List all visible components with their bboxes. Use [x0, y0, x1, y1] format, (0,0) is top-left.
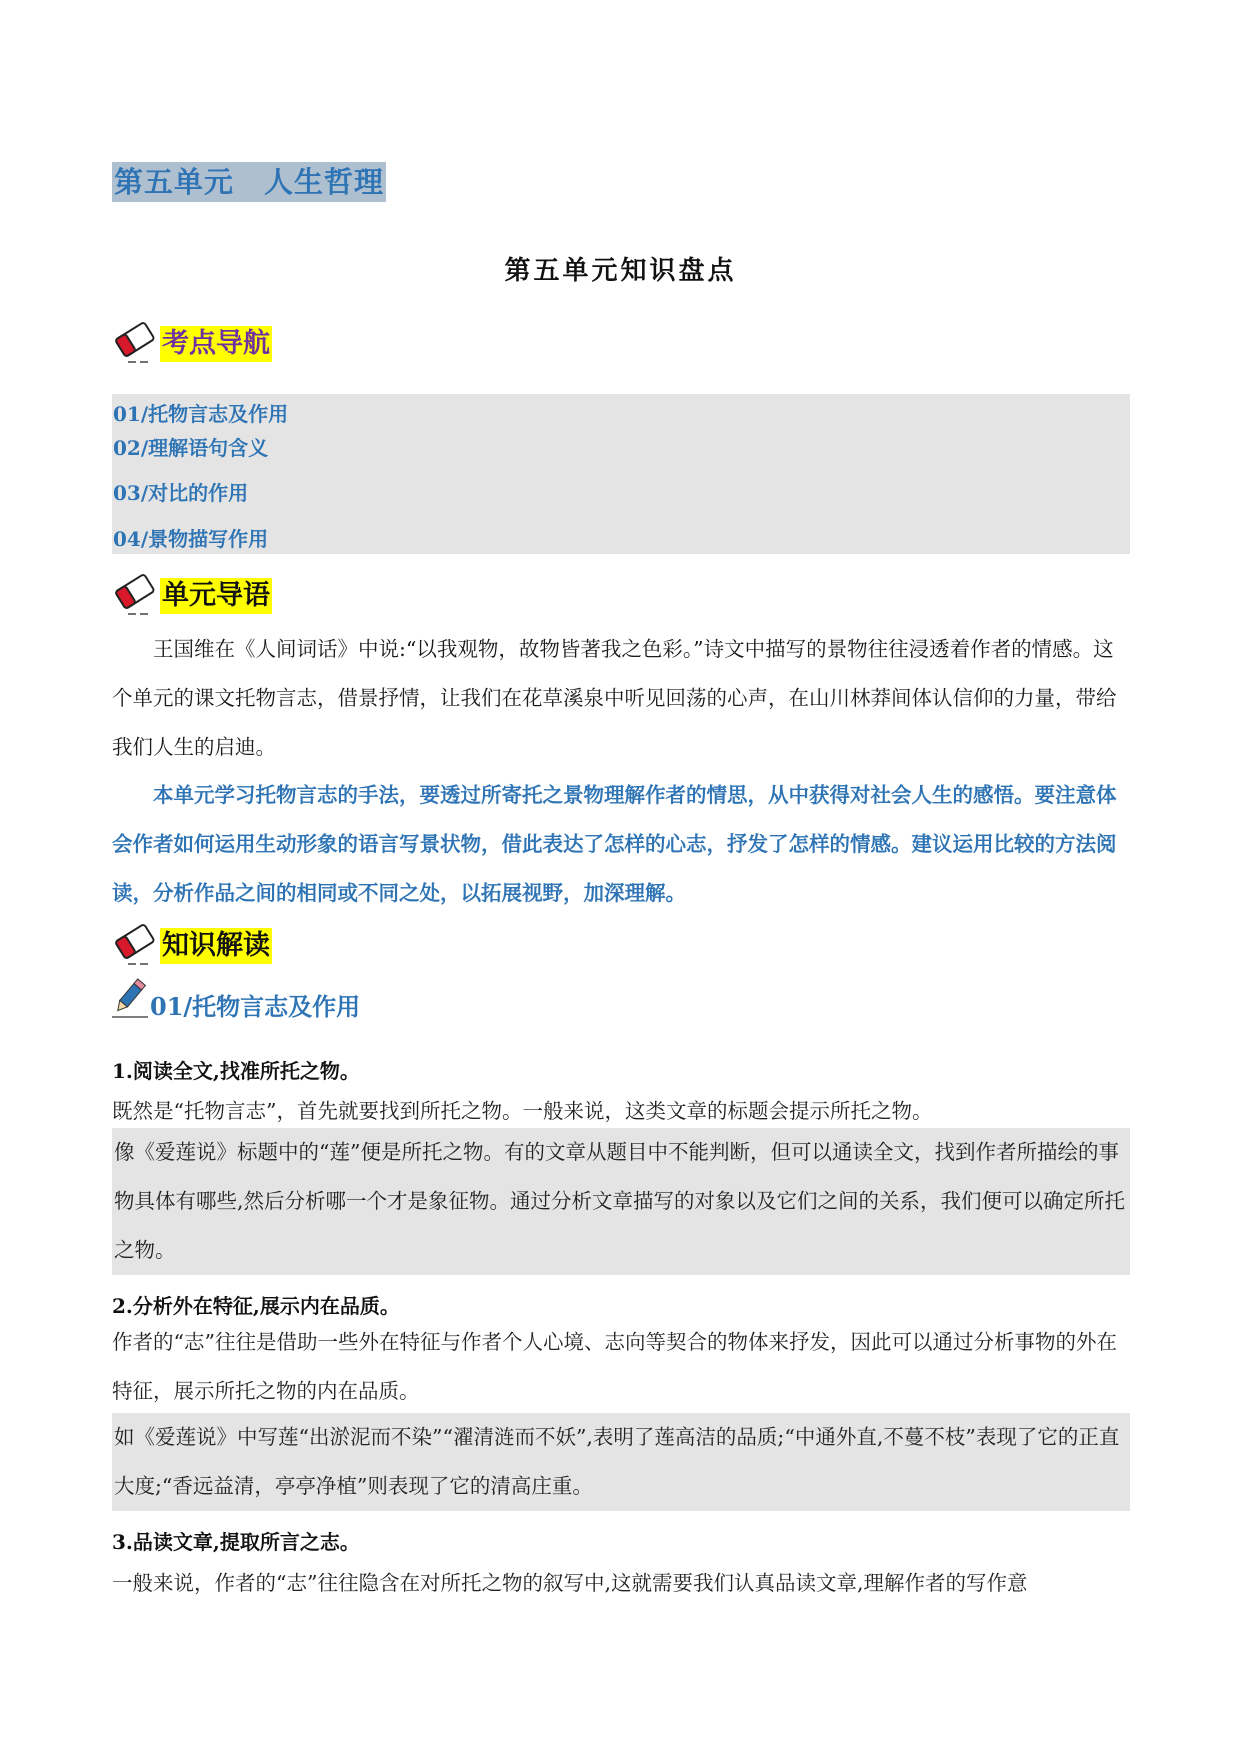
example-box [112, 1128, 1130, 1275]
subsection-header [112, 980, 360, 1022]
section-header-knowledge [112, 920, 272, 972]
section-label: 考点导航 [160, 326, 272, 362]
subsection-label: 01/托物言志及作用 [150, 992, 361, 1021]
item-title: 2.分析外在特征,展示内在品质。 [112, 1294, 400, 1318]
pencil-icon [112, 978, 148, 1022]
document-title: 第五单元知识盘点 [504, 256, 737, 286]
item-title: 3.品读文章,提取所言之志。 [112, 1530, 360, 1554]
nav-item: 03/对比的作用 [113, 481, 249, 505]
example-box [112, 1413, 1130, 1511]
section-header-unit-intro [112, 570, 272, 622]
item-text: 作者的“志”往往是借助一些外在特征与作者个人心境、志向等契合的物体来抒发，因此可以通过分析事物的外在特征，展示所托之物的内在品质。 [112, 1330, 1117, 1403]
item-text: 一般来说，作者的“志”往往隐含在对所托之物的叙写中,这就需要我们认真品读文章,理解作者的写作意 [112, 1571, 1028, 1595]
nav-item: 01/托物言志及作用 [113, 402, 289, 426]
eraser-icon [112, 318, 158, 370]
example-text: 像《爱莲说》标题中的“莲”便是所托之物。有的文章从题目中不能判断，但可以通读全文，找到作者所描绘的事物具体有哪些,然后分析哪一个才是象征物。通过分析文章描写的对象以及它们之间的关系，我们便可以确定所托之物。 [114, 1140, 1126, 1262]
intro-text-1: 王国维在《人间词话》中说:“以我观物，故物皆著我之色彩。”诗文中描写的景物往往浸透着作者的情感。这个单元的课文托物言志，借景抒情，让我们在花草溪泉中听见回荡的心声，在山川林莽间体认信仰的力量，带给我们人生的启迪。 [112, 637, 1117, 759]
item-text: 既然是“托物言志”，首先就要找到所托之物。一般来说，这类文章的标题会提示所托之物。 [112, 1099, 933, 1123]
intro-text-2: 本单元学习托物言志的手法，要透过所寄托之景物理解作者的情思，从中获得对社会人生的感悟。要注意体会作者如何运用生动形象的语言写景状物，借此表达了怎样的心志，抒发了怎样的情感。建议运用比较的方法阅读，分析作品之间的相同或不同之处，以拓展视野，加深理解。 [112, 783, 1117, 905]
intro-paragraph-1 [112, 625, 1130, 772]
section-label: 知识解读 [160, 928, 272, 964]
section-label: 单元导语 [160, 578, 272, 614]
item-title: 1.阅读全文,找准所托之物。 [112, 1059, 360, 1083]
example-text: 如《爱莲说》中写莲“出淤泥而不染”“濯清涟而不妖”,表明了莲高洁的品质;“中通外直,不蔓不枝”表现了它的正直大度;“香远益清，亭亭净植”则表现了它的清高庄重。 [114, 1425, 1120, 1498]
eraser-icon [112, 920, 158, 972]
nav-item: 04/景物描写作用 [113, 527, 269, 551]
eraser-icon [112, 570, 158, 622]
unit-title: 第五单元 人生哲理 [112, 162, 386, 202]
intro-paragraph-2 [112, 771, 1130, 918]
nav-item: 02/理解语句含义 [113, 436, 269, 460]
exam-nav-list [112, 394, 1130, 554]
section-header-exam-nav [112, 318, 272, 370]
